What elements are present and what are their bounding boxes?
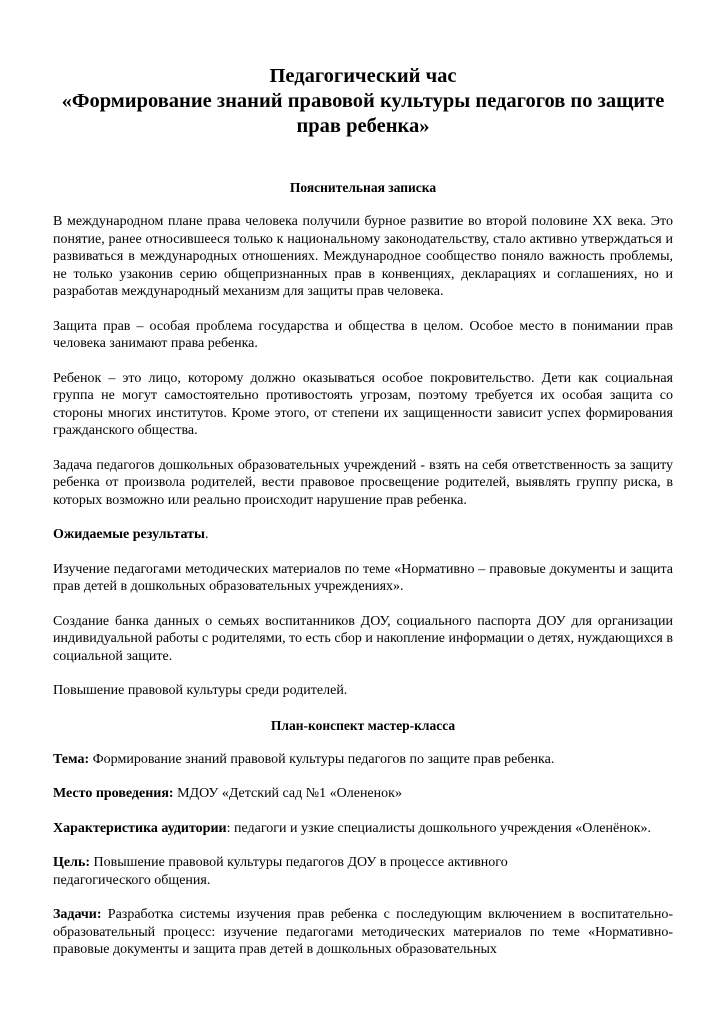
audience-text: : педагоги и узкие специалисты дошкольного учреждения «Оленёнок».	[226, 820, 652, 836]
explanatory-paragraph: Задача педагогов дошкольных образовательных учреждений - взять на себя ответственность за защиту ребенка от произвола родителей, вести правовое просвещение родителей, выявлять группу риска, в которых возможно или реально происходит нарушение прав ребенка.	[53, 457, 673, 508]
expected-results-label: Ожидаемые результаты	[53, 527, 205, 542]
plan-heading: План-конспект мастер-класса	[270, 717, 456, 733]
document-title-line-1: Педагогический час	[269, 65, 457, 87]
goal-label: Цель:	[53, 855, 91, 870]
theme-label: Тема:	[53, 751, 90, 767]
explanatory-note-heading: Пояснительная записка	[289, 180, 437, 195]
place-text: МДОУ «Детский сад №1 «Олененок»	[173, 786, 402, 801]
goal-text-line-2: педагогического общения.	[53, 872, 211, 888]
goal-text-line-1: Повышение правовой культуры педагогов ДОУ в процессе активного	[90, 855, 508, 870]
tasks-label: Задачи:	[53, 907, 102, 922]
results-paragraph: Создание банка данных о семьях воспитанников ДОУ, социального паспорта ДОУ для организации индивидуальной работы с родителями, то есть сбор и накопление информации о детях, нуждающихся в социальной защите.	[53, 613, 673, 664]
plan-goal	[53, 854, 673, 889]
plan-theme	[53, 751, 673, 769]
audience-label: Характеристика аудитории	[53, 820, 227, 836]
expected-results-heading	[53, 526, 673, 544]
plan-place	[53, 785, 673, 803]
expected-results-suffix: .	[204, 527, 209, 542]
theme-text: Формирование знаний правовой культуры педагогов по защите прав ребенка.	[89, 751, 555, 767]
plan-audience	[53, 820, 673, 838]
document-title-line-2: «Формирование знаний правовой культуры педагогов по защите	[61, 90, 665, 112]
results-paragraph: Повышение правовой культуры среди родителей.	[53, 683, 348, 698]
explanatory-paragraph: В международном плане права человека получили бурное развитие во второй половине XX века. Это понятие, ранее относившееся только к национальному законодательству, стало активно утверждаться и развиваться в международных отношениях. Международное сообщество поняло важность проблемы, не только узаконив серию общепризнанных прав в конвенциях, декларациях и соглашениях, но и разработав международный механизм для защиты прав человека.	[53, 214, 673, 299]
explanatory-paragraph: Защита прав – особая проблема государства и общества в целом. Особое место в понимании прав человека занимают права ребенка.	[53, 318, 673, 351]
results-paragraph: Изучение педагогами методических материалов по теме «Нормативно – правовые документы и защита прав детей в дошкольных образовательных учреждениях».	[53, 561, 673, 594]
tasks-text: Разработка системы изучения прав ребенка с последующим включением в воспитательно-образовательный процесс: изучение педагогами методических материалов по теме «Нормативно-правовые документы и защита прав детей в дошкольных образовательных	[53, 907, 673, 957]
explanatory-paragraph: Ребенок – это лицо, которому должно оказываться особое покровительство. Дети как социальная группа не могут самостоятельно противостоять угрозам, поэтому требуется их особая защита со стороны многих институтов. Кроме этого, от степени их защищенности зависит успех формирования гражданского общества.	[53, 370, 673, 438]
document-title-line-3: прав ребенка»	[296, 115, 430, 137]
place-label: Место проведения:	[53, 786, 174, 801]
plan-tasks	[53, 906, 673, 959]
